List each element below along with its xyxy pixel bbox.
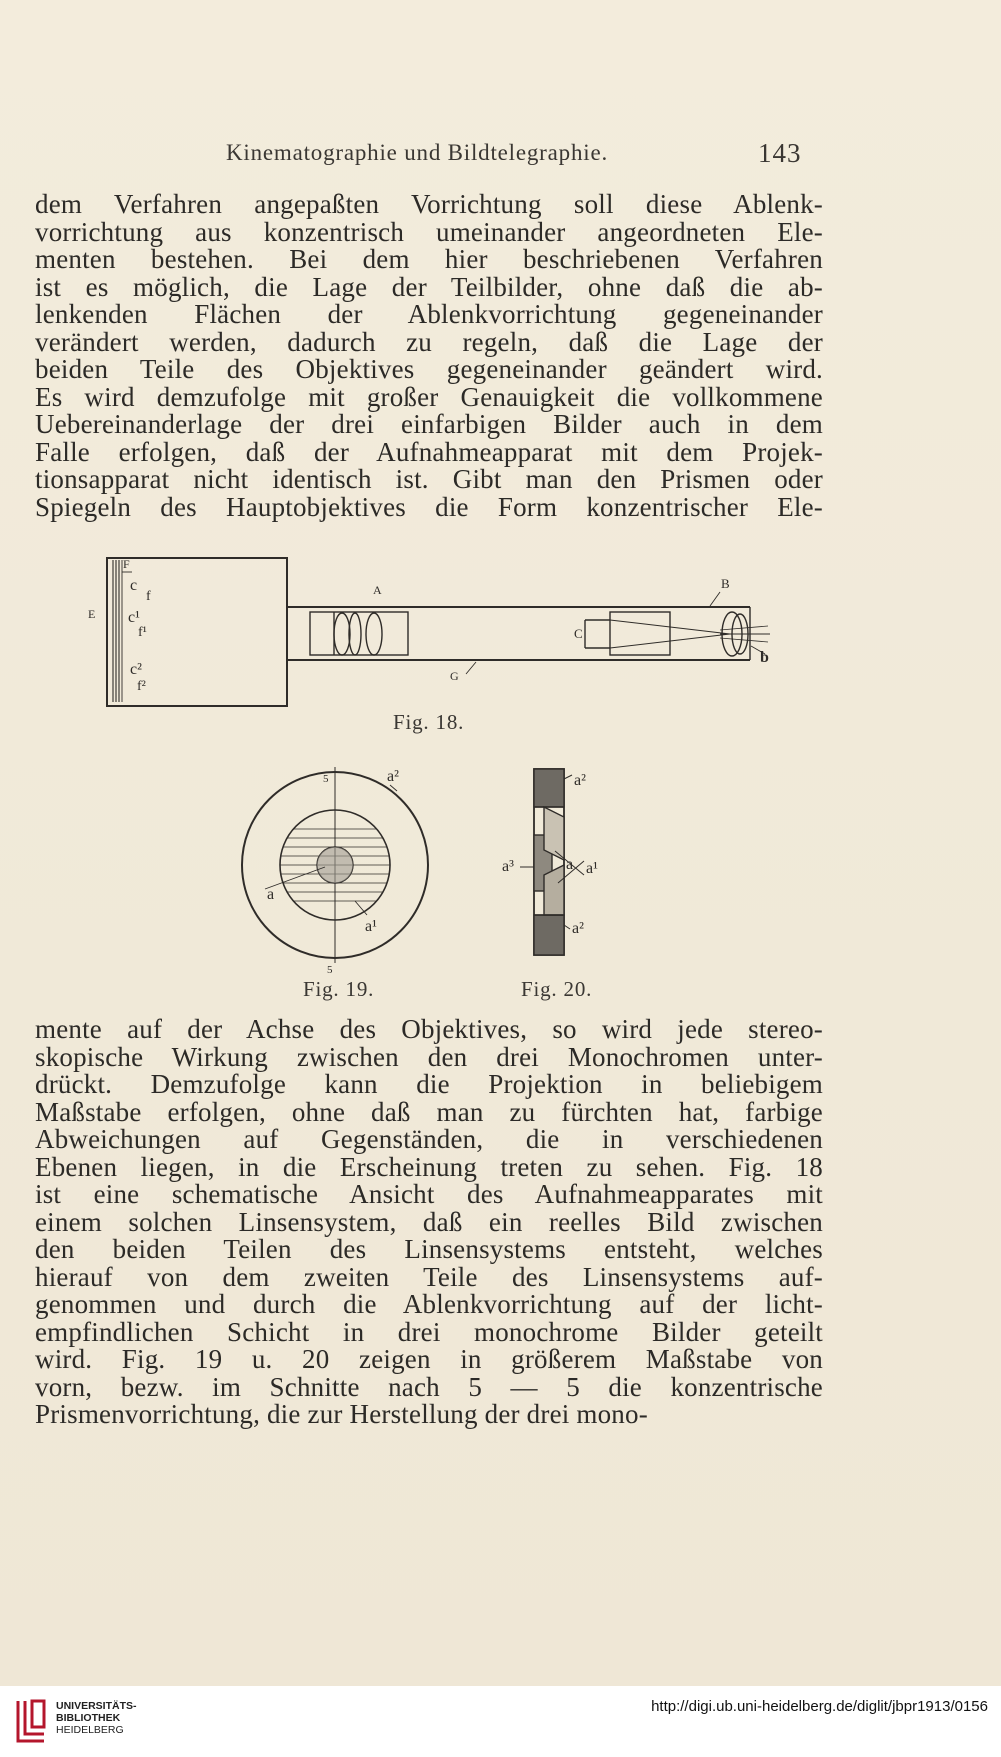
text-line: Maßstabe erfolgen, ohne daß man zu fürchten hat, farbige bbox=[35, 1096, 823, 1127]
text-line: verändert werden, dadurch zu regeln, daß die Lage der bbox=[35, 326, 823, 357]
figure-19 bbox=[235, 755, 445, 1000]
figure-20-caption: Fig. 20. bbox=[521, 977, 593, 1001]
label-f1: f¹ bbox=[138, 625, 147, 640]
library-logo-icon bbox=[10, 1695, 52, 1747]
figure-18-caption: Fig. 18. bbox=[393, 710, 465, 734]
running-head bbox=[0, 140, 1001, 174]
text-line: lenkenden Flächen der Ablenkvorrichtung gegeneinander bbox=[35, 299, 823, 329]
label-a: a bbox=[267, 886, 275, 903]
text-line: vorn, bezw. im Schnitte nach 5 — 5 die konzentrische bbox=[35, 1371, 823, 1402]
label-section-bottom: 5 bbox=[327, 964, 333, 975]
label-a3: a³ bbox=[502, 858, 514, 875]
figure-20 bbox=[500, 765, 620, 1000]
text-line: Spiegeln des Hauptobjektives die Form konzentrischer Ele- bbox=[35, 491, 823, 522]
library-name bbox=[56, 1700, 137, 1736]
text-line: ist es möglich, die Lage der Teilbilder, ohne daß die ab- bbox=[35, 271, 823, 302]
label-b: b bbox=[760, 649, 769, 666]
label-section-top: 5 bbox=[323, 773, 329, 785]
label-a1: a¹ bbox=[586, 860, 598, 877]
text-line: Es wird demzufolge mit großer Genauigkeit die vollkommene bbox=[35, 381, 823, 412]
text-line: beiden Teile des Objektives gegeneinander geändert wird. bbox=[35, 354, 823, 384]
label-F: F bbox=[123, 557, 130, 571]
footer-bar bbox=[0, 1686, 1001, 1757]
label-a2-bottom: a² bbox=[572, 920, 584, 937]
label-f2: f² bbox=[137, 679, 146, 694]
label-a2-top: a² bbox=[574, 772, 586, 789]
text-line: Falle erfolgen, daß der Aufnahmeapparat mit dem Projek- bbox=[35, 436, 823, 467]
text-line: Abweichungen auf Gegenständen, die in verschiedenen bbox=[35, 1124, 823, 1154]
figure-18-drawing bbox=[80, 550, 800, 710]
text-line: einem solchen Linsensystem, daß ein reelles Bild zwischen bbox=[35, 1206, 823, 1237]
label-c1: c¹ bbox=[128, 609, 140, 626]
library-name-line: BIBLIOTHEK bbox=[56, 1712, 121, 1724]
label-A: A bbox=[373, 583, 382, 597]
label-B: B bbox=[721, 576, 730, 591]
library-name-line: HEIDELBERG bbox=[56, 1724, 124, 1736]
figure-20-drawing bbox=[500, 765, 620, 960]
text-line: empfindlichen Schicht in drei monochrome Bilder geteilt bbox=[35, 1316, 823, 1347]
page-number: 143 bbox=[758, 138, 802, 168]
text-line: skopische Wirkung zwischen den drei Monochromen unter- bbox=[35, 1041, 823, 1072]
running-title: Kinematographie und Bildtelegraphie. bbox=[226, 140, 608, 165]
label-a: a bbox=[566, 856, 574, 873]
text-line: Prismenvorrichtung, die zur Herstellung der drei mono- bbox=[35, 1399, 648, 1429]
label-c: c bbox=[130, 577, 138, 594]
library-name-line: UNIVERSITÄTS- bbox=[56, 1700, 137, 1712]
label-E: E bbox=[88, 607, 96, 621]
label-G: G bbox=[450, 669, 459, 683]
text-line: genommen und durch die Ablenkvorrichtung auf der licht- bbox=[35, 1289, 823, 1319]
text-line: Uebereinanderlage der drei einfarbigen Bilder auch in dem bbox=[35, 409, 823, 439]
text-line: Ebenen liegen, in die Erscheinung treten zu sehen. Fig. 18 bbox=[35, 1151, 823, 1182]
label-c2: c² bbox=[130, 661, 142, 678]
text-line: mente auf der Achse des Objektives, so wird jede stereo- bbox=[35, 1014, 823, 1044]
text-line: dem Verfahren angepaßten Vorrichtung soll diese Ablenk- bbox=[35, 189, 823, 219]
figure-18 bbox=[80, 550, 800, 735]
figure-19-drawing bbox=[235, 755, 445, 975]
label-a2: a² bbox=[387, 768, 399, 785]
paragraph-bottom bbox=[35, 1016, 823, 1429]
source-url-link[interactable]: http://digi.ub.uni-heidelberg.de/diglit/jbpr1913/0156 bbox=[651, 1698, 988, 1715]
paragraph-top bbox=[35, 191, 823, 521]
text-line: den beiden Teilen des Linsensystems entsteht, welches bbox=[35, 1234, 823, 1264]
label-a1: a¹ bbox=[365, 918, 377, 935]
text-line: hierauf von dem zweiten Teile des Linsensystems auf- bbox=[35, 1261, 823, 1292]
text-line: drückt. Demzufolge kann die Projektion in beliebigem bbox=[35, 1069, 823, 1099]
text-line: ist eine schematische Ansicht des Aufnahmeapparates mit bbox=[35, 1179, 823, 1209]
text-line: wird. Fig. 19 u. 20 zeigen in größerem Maßstabe von bbox=[35, 1344, 823, 1374]
text-line: vorrichtung aus konzentrisch umeinander angeordneten Ele- bbox=[35, 216, 823, 247]
label-C: C bbox=[574, 626, 583, 641]
figure-19-caption: Fig. 19. bbox=[303, 977, 375, 1001]
text-line: menten bestehen. Bei dem hier beschriebenen Verfahren bbox=[35, 244, 823, 274]
label-f: f bbox=[146, 589, 151, 604]
text-line: tionsapparat nicht identisch ist. Gibt man den Prismen oder bbox=[35, 464, 823, 494]
